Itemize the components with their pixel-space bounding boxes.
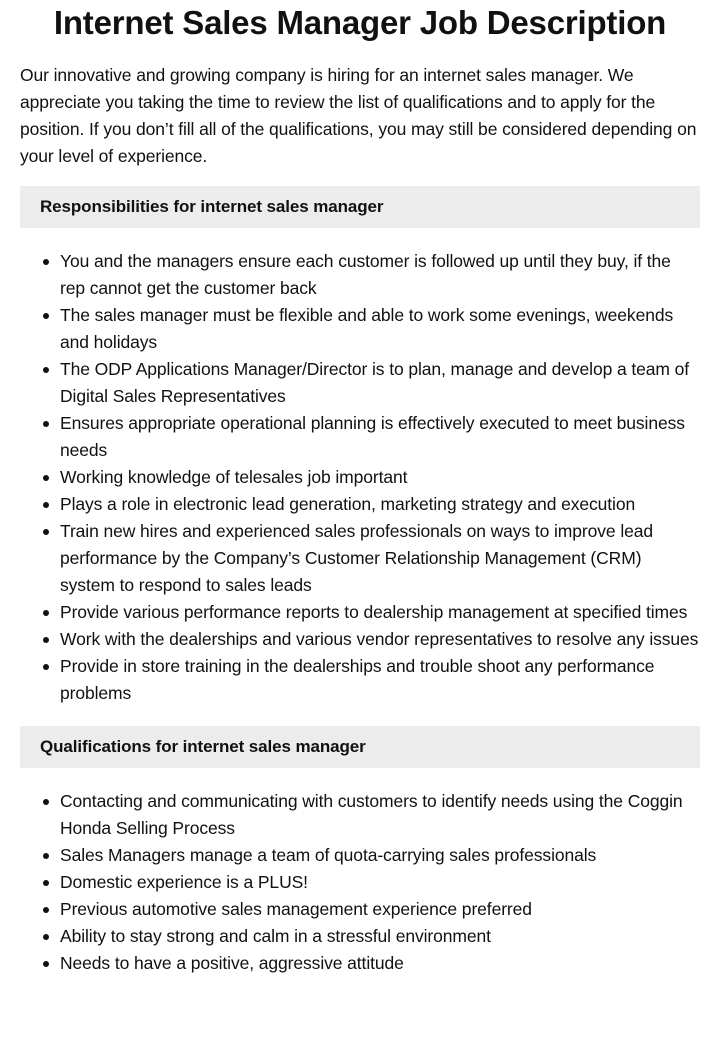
bullet-icon [43,799,49,805]
responsibilities-list [20,248,700,707]
list-item-text: The sales manager must be flexible and able to work some evenings, weekends and holidays [60,305,674,352]
list-item-text: The ODP Applications Manager/Director is to plan, manage and develop a team of Digital Sales Representatives [60,359,690,406]
list-item-text: Ensures appropriate operational planning is effectively executed to meet business needs [60,413,685,460]
list-item-text: Working knowledge of telesales job important [60,467,408,487]
bullet-icon [43,421,49,427]
qualifications-heading: Qualifications for internet sales manager [20,726,700,768]
list-item-text: Plays a role in electronic lead generation, marketing strategy and execution [60,494,636,514]
bullet-icon [43,313,49,319]
bullet-icon [43,475,49,481]
bullet-icon [43,664,49,670]
bullet-icon [43,961,49,967]
bullet-icon [43,880,49,886]
list-item [60,518,700,599]
list-item [60,869,700,896]
list-item [60,950,700,977]
list-item [60,356,700,410]
bullet-icon [43,853,49,859]
list-item [60,410,700,464]
list-item-text: Needs to have a positive, aggressive attitude [60,953,404,973]
list-item [60,464,700,491]
list-item-text: You and the managers ensure each customer is followed up until they buy, if the rep cannot get the customer back [60,251,671,298]
list-item [60,842,700,869]
bullet-icon [43,529,49,535]
intro-paragraph: Our innovative and growing company is hiring for an internet sales manager. We appreciate you taking the time to review the list of qualifications and to apply for the position. If you don’t fill all of the qualifications, you may still be considered depending on your level of experience. [20,65,697,166]
bullet-icon [43,610,49,616]
list-item-text: Ability to stay strong and calm in a stressful environment [60,926,491,946]
list-item-text: Provide various performance reports to dealership management at specified times [60,602,688,622]
bullet-icon [43,907,49,913]
list-item [60,248,700,302]
bullet-icon [43,259,49,265]
list-item [60,626,700,653]
page-title: Internet Sales Manager Job Description [53,4,667,41]
list-item-text: Train new hires and experienced sales professionals on ways to improve lead performance by the Company’s Customer Relationship Management (CRM) system to respond to sales leads [60,521,654,595]
list-item-text: Contacting and communicating with customers to identify needs using the Coggin Honda Selling Process [60,791,683,838]
list-item [60,923,700,950]
list-item [60,653,700,707]
list-item [60,491,700,518]
bullet-icon [43,502,49,508]
list-item [60,302,700,356]
list-item-text: Domestic experience is a PLUS! [60,872,308,892]
list-item-text: Previous automotive sales management experience preferred [60,899,532,919]
list-item [60,599,700,626]
list-item-text: Work with the dealerships and various vendor representatives to resolve any issues [60,629,699,649]
list-item [60,896,700,923]
list-item-text: Provide in store training in the dealerships and trouble shoot any performance problems [60,656,655,703]
list-item-text: Sales Managers manage a team of quota-carrying sales professionals [60,845,597,865]
bullet-icon [43,367,49,373]
qualifications-list [20,788,700,977]
list-item [60,788,700,842]
responsibilities-heading: Responsibilities for internet sales manager [20,186,700,228]
bullet-icon [43,934,49,940]
bullet-icon [43,637,49,643]
